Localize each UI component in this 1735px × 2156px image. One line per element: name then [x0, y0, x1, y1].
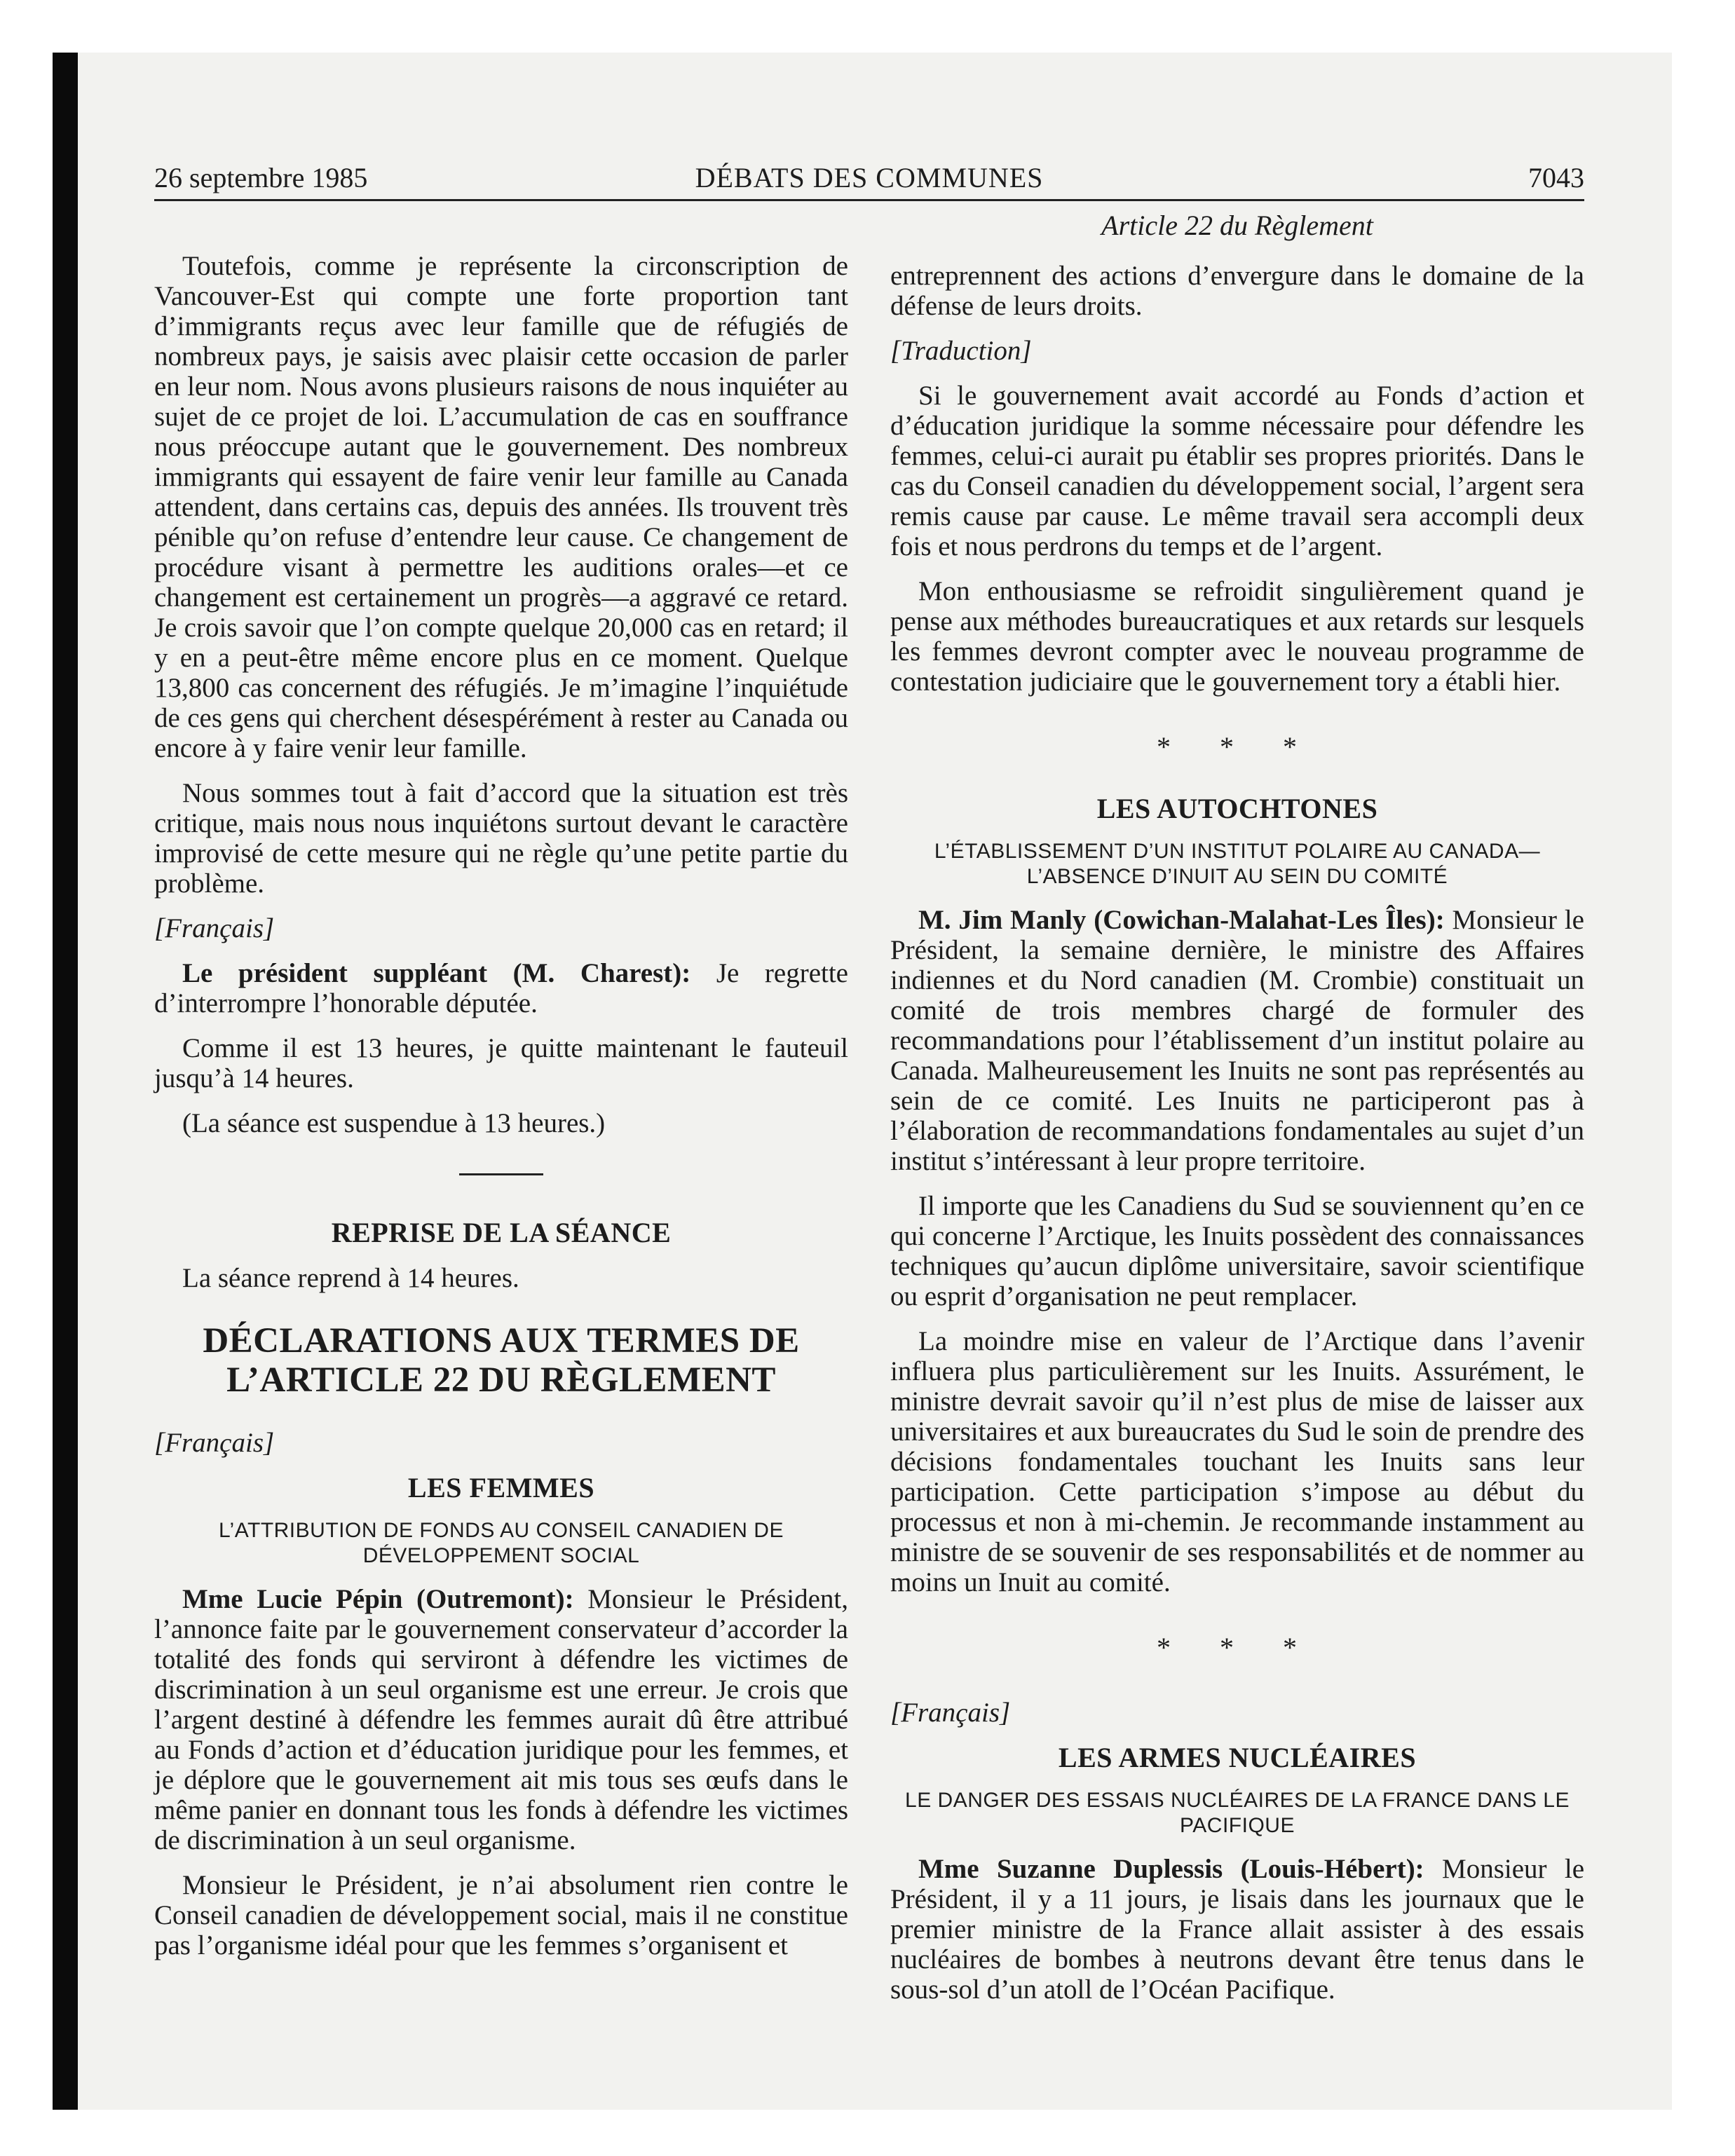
section-rule	[459, 1173, 543, 1175]
header-page-number: 7043	[1528, 162, 1584, 193]
section-title: REPRISE DE LA SÉANCE	[331, 1217, 672, 1248]
paragraph: Mon enthousiasme se refroidit singulièrement quand je pense aux méthodes bureaucratiques et aux retards sur lesquels les femmes devront compter avec le nouveau programme de contestation judiciaire que le gouvernement tory a établi hier.	[890, 576, 1584, 697]
paragraph: Si le gouvernement avait accordé au Fonds d’action et d’éducation juridique la somme nécessaire pour défendre les femmes, celui-ci aurait pu établir ses propres priorités. Dans le cas du Conseil canadien du développement social, l’argent sera remis cause par cause. Le même travail sera accompli deux fois et nous perdrons du temps et de l’argent.	[890, 381, 1584, 561]
main-heading-line: DÉCLARATIONS AUX TERMES DE	[203, 1321, 800, 1360]
language-marker: [Français]	[154, 913, 275, 943]
speaker-name: Mme Suzanne Duplessis (Louis-Hébert):	[918, 1854, 1424, 1884]
header-date: 26 septembre 1985	[154, 162, 368, 193]
paragraph: (La séance est suspendue à 13 heures.)	[182, 1108, 606, 1138]
section-title: LES FEMMES	[407, 1472, 595, 1503]
section-title: LES ARMES NUCLÉAIRES	[1058, 1742, 1417, 1773]
language-marker: [Français]	[890, 1698, 1011, 1728]
right-column	[890, 251, 1584, 2019]
speaker-name: Mme Lucie Pépin (Outremont):	[182, 1584, 574, 1614]
paragraph: entreprennent des actions d’envergure dans le domaine de la défense de leurs droits.	[890, 261, 1584, 321]
speech-text: Je regrette d’interrompre l’honorable députée.	[154, 958, 848, 1018]
main-heading-line: L’ARTICLE 22 DU RÈGLEMENT	[226, 1360, 776, 1400]
speaker-name: Le président suppléant (M. Charest):	[182, 958, 691, 988]
paragraph: La moindre mise en valeur de l’Arctique dans l’avenir influera plus particulièrement sur les Inuits. Assurément, le ministre devrait savoir qu’il n’est plus de mise de laisser aux universitaires et aux bureaucrates du Sud le soin de prendre des décisions fondamentales touchant les Inuits sans leur participation. Cette participation s’impose au début du processus et non à mi-chemin. Je recommande instamment au ministre de se souvenir de ses responsabilités et de nommer au moins un Inuit au comité.	[890, 1326, 1584, 1597]
paragraph: Monsieur le Président, je n’ai absolument rien contre le Conseil canadien de développement social, mais il ne constitue pas l’organisme idéal pour que les femmes s’organisent et	[154, 1870, 848, 1960]
scan-edge-bar	[53, 53, 78, 2110]
speech-paragraph	[890, 1854, 1584, 2005]
page-header	[154, 161, 1584, 201]
main-heading	[154, 1321, 848, 1400]
speech-paragraph	[154, 958, 848, 1018]
language-marker: [Traduction]	[890, 336, 1032, 366]
paragraph: Nous sommes tout à fait d’accord que la situation est très critique, mais nous nous inquiétons surtout devant le caractère improvisé de cette mesure qui ne règle qu’une petite partie du problème.	[154, 778, 848, 899]
section-separator-stars: * * *	[1157, 731, 1318, 763]
header-title: DÉBATS DES COMMUNES	[695, 162, 1044, 193]
running-head: Article 22 du Règlement	[1101, 210, 1373, 241]
paragraph: La séance reprend à 14 heures.	[182, 1263, 519, 1293]
section-subtitle: L’ÉTABLISSEMENT D’UN INSTITUT POLAIRE AU CANADA—L’ABSENCE D’INUIT AU SEIN DU COMITÉ	[934, 840, 1541, 888]
speaker-name: M. Jim Manly (Cowichan-Malahat-Les Îles):	[918, 905, 1445, 935]
left-column	[154, 251, 848, 1975]
section-subtitle: LE DANGER DES ESSAIS NUCLÉAIRES DE LA FRANCE DANS LE PACIFIQUE	[905, 1789, 1570, 1837]
speech-text: Monsieur le Président, l’annonce faite par le gouvernement conservateur d’accorder la totalité des fonds qui serviront à défendre les victimes de discrimination à un seul organisme est une erreur. Je crois que l’argent destiné à défendre les femmes aurait dû être attribué au Fonds d’action et d’éducation juridique pour les femmes, et je déplore que le gouvernement ait mis tous ses œufs dans le même panier en donnant tous les fonds à défendre les victimes de discrimination à un seul organisme.	[154, 1584, 849, 1855]
paragraph: Il importe que les Canadiens du Sud se souviennent qu’en ce qui concerne l’Arctique, les Inuits possèdent des connaissances techniques qu’aucun diplôme universitaire, savoir scientifique ou esprit d’organisation ne peut remplacer.	[890, 1191, 1584, 1311]
speech-paragraph	[154, 1584, 848, 1855]
paragraph: Comme il est 13 heures, je quitte maintenant le fauteuil jusqu’à 14 heures.	[154, 1033, 848, 1093]
speech-paragraph	[890, 905, 1584, 1176]
speech-text: Monsieur le Président, il y a 11 jours, je lisais dans les journaux que le premier ministre de la France allait assister à des essais nucléaires de bombes à neutrons devant être tenus dans le sous-sol d’un atoll de l’Océan Pacifique.	[890, 1854, 1585, 2005]
language-marker: [Français]	[154, 1428, 275, 1458]
section-separator-stars: * * *	[1157, 1632, 1318, 1663]
section-title: LES AUTOCHTONES	[1096, 793, 1378, 824]
section-subtitle: L’ATTRIBUTION DE FONDS AU CONSEIL CANADIEN DE DÉVELOPPEMENT SOCIAL	[219, 1519, 784, 1567]
speech-text: Monsieur le Président, la semaine dernière, le ministre des Affaires indiennes et du Nord canadien (M. Crombie) constituait un comité de trois membres chargé de formuler des recommandations pour l’établissement d’un institut polaire au Canada. Malheureusement les Inuits ne sont pas représentés au sein de ce comité. Les Inuits ne participeront pas à l’élaboration de recommandations fondamentales au sujet d’un institut s’intéressant à leur propre territoire.	[890, 905, 1584, 1176]
paragraph: Toutefois, comme je représente la circonscription de Vancouver-Est qui compte une forte proportion tant d’immigrants reçus avec leur famille que de réfugiés de nombreux pays, je saisis avec plaisir cette occasion de parler en leur nom. Nous avons plusieurs raisons de nous inquiéter au sujet de ce projet de loi. L’accumulation de cas en souffrance nous préoccupe autant que le gouvernement. Des nombreux immigrants qui essayent de faire venir leur famille au Canada attendent, dans certains cas, depuis des années. Ils trouvent très pénible qu’on refuse d’entendre leur cause. Ce changement de procédure visant à permettre les auditions orales—et ce changement est certainement un progrès—a aggravé ce retard. Je crois savoir que l’on compte quelque 20,000 cas en retard; il y en a peut-être même encore plus en ce moment. Quelque 13,800 cas concernent des réfugiés. Je m’imagine l’inquiétude de ces gens qui cherchent désespérément à rester au Canada ou encore à y faire venir leur famille.	[154, 251, 848, 763]
